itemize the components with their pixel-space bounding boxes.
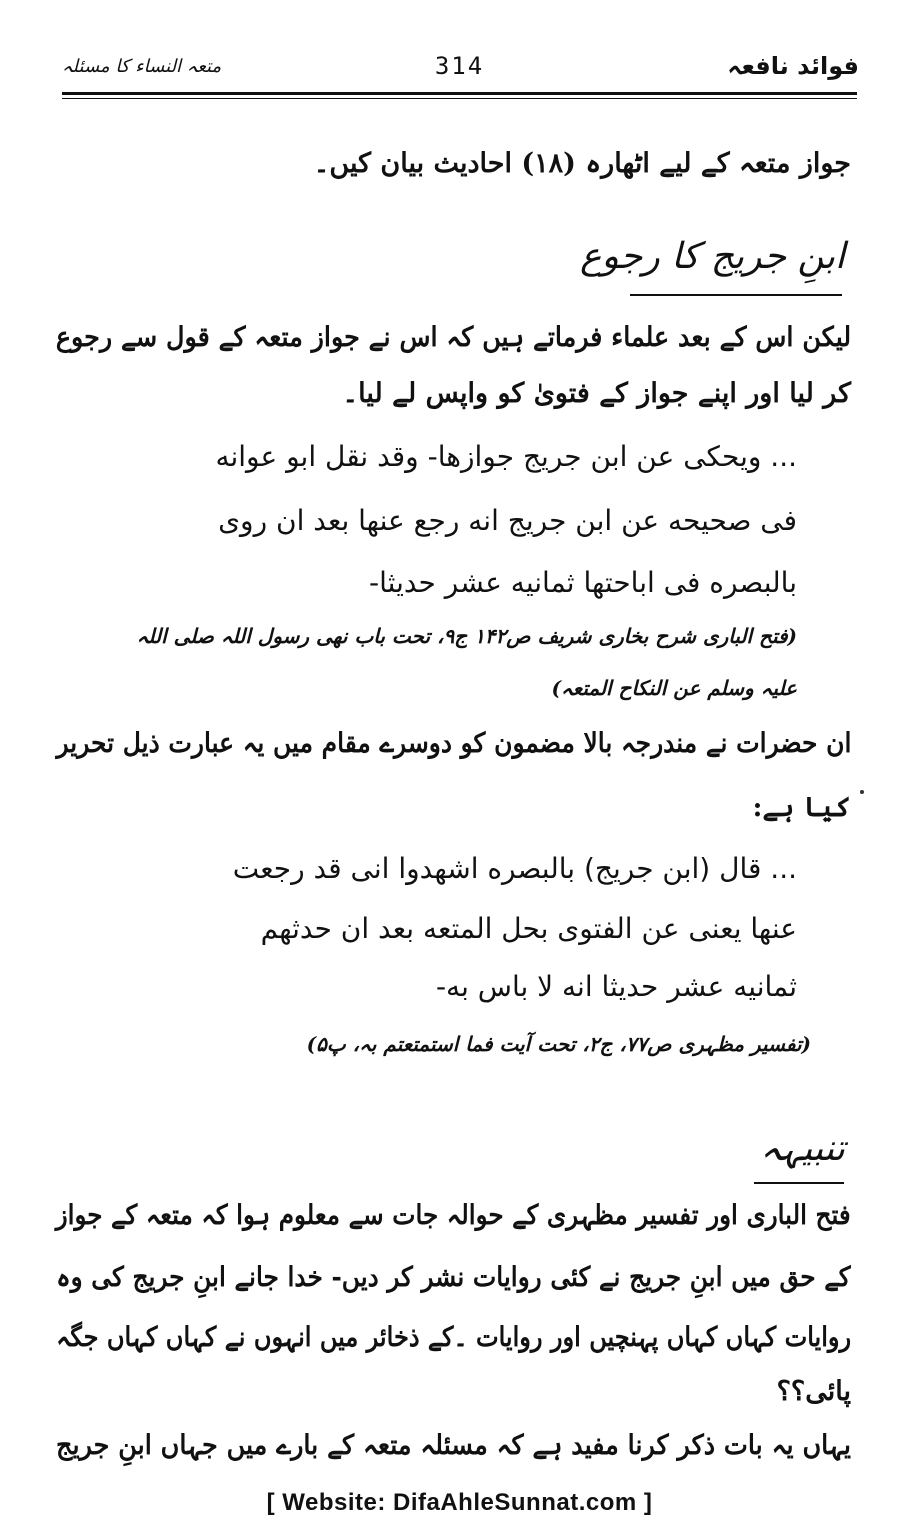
paragraph-line: لیکن اس کے بعد علماء فرماتے ہیں کہ اس نے جواز متعہ کے قول سے رجوع: [55, 322, 851, 353]
paragraph-line: کیا ہے:: [752, 792, 851, 823]
arabic-quote-line: فی صحیحه عن ابن جریج انه رجع عنها بعد ان روی: [218, 504, 797, 537]
paragraph-line: فتح الباری اور تفسیر مظہری کے حوالہ جات سے معلوم ہوا کہ متعہ کے جواز: [56, 1200, 851, 1231]
reference-line: (فتح الباری شرح بخاری شریف ص۱۴۲ ج۹، تحت باب نهی رسول اللہ صلی اللہ: [136, 624, 797, 648]
page-header: [60, 48, 859, 88]
section-heading-tanbeeh: تنبیہہ: [760, 1128, 845, 1169]
website-footer: [ Website: DifaAhleSunnat.com ]: [266, 1489, 653, 1516]
section-heading-ibn-jurayj: ابنِ جریج کا رجوع: [580, 236, 845, 277]
arabic-quote-line: ... قال (ابن جریج) بالبصره اشهدوا انی قد رجعت: [232, 852, 797, 885]
page-number: 314: [434, 52, 485, 80]
paragraph-line: روایات کہاں کہاں پہنچیں اور روایات ۔کے ذخائر میں انہوں نے کہاں کہاں جگہ: [56, 1322, 851, 1353]
arabic-quote-line: ثمانیه عشر حدیثا انه لا باس به-: [435, 970, 797, 1003]
paragraph-line: کے حق میں ابنِ جریج نے کئی روایات نشر کر دیں- خدا جانے ابنِ جریج کی وہ: [56, 1262, 851, 1293]
arabic-quote-line: ... ویحکی عن ابن جریج جوازها- وقد نقل ابو عوانه: [215, 440, 797, 473]
header-rule-thick: [62, 92, 857, 95]
reference-line: (تفسیر مظہری ص۷۷، ج۲، تحت آیت فما استمتعتم بہ، پ۵): [306, 1032, 811, 1056]
chapter-title: متعہ النساء کا مسئلہ: [62, 56, 222, 77]
book-title: فوائد نافعہ: [727, 52, 859, 80]
paragraph-line: پائی؟؟: [776, 1376, 851, 1407]
arabic-quote-line: بالبصره فی اباحتها ثمانیه عشر حدیثا-: [368, 566, 797, 599]
heading-underline: [630, 294, 842, 296]
reference-line: علیہ وسلم عن النکاح المتعہ): [551, 676, 797, 700]
scan-speck: [860, 790, 864, 794]
header-rule-thin: [62, 98, 857, 99]
paragraph-line: ان حضرات نے مندرجہ بالا مضمون کو دوسرے مقام میں یہ عبارت ذیل تحریر: [55, 728, 851, 759]
arabic-quote-line: عنها یعنی عن الفتوی بحل المتعه بعد ان حدثهم: [260, 912, 797, 945]
paragraph-line: یہاں یہ بات ذکر کرنا مفید ہے کہ مسئلہ متعہ کے بارے میں جہاں ابنِ جریج: [56, 1430, 851, 1461]
heading-underline: [754, 1182, 844, 1184]
intro-line: جواز متعہ کے لیے اٹھارہ (۱۸) احادیث بیان کیں۔: [313, 148, 851, 179]
paragraph-line: کر لیا اور اپنے جواز کے فتویٰ کو واپس لے لیا۔: [342, 378, 851, 409]
